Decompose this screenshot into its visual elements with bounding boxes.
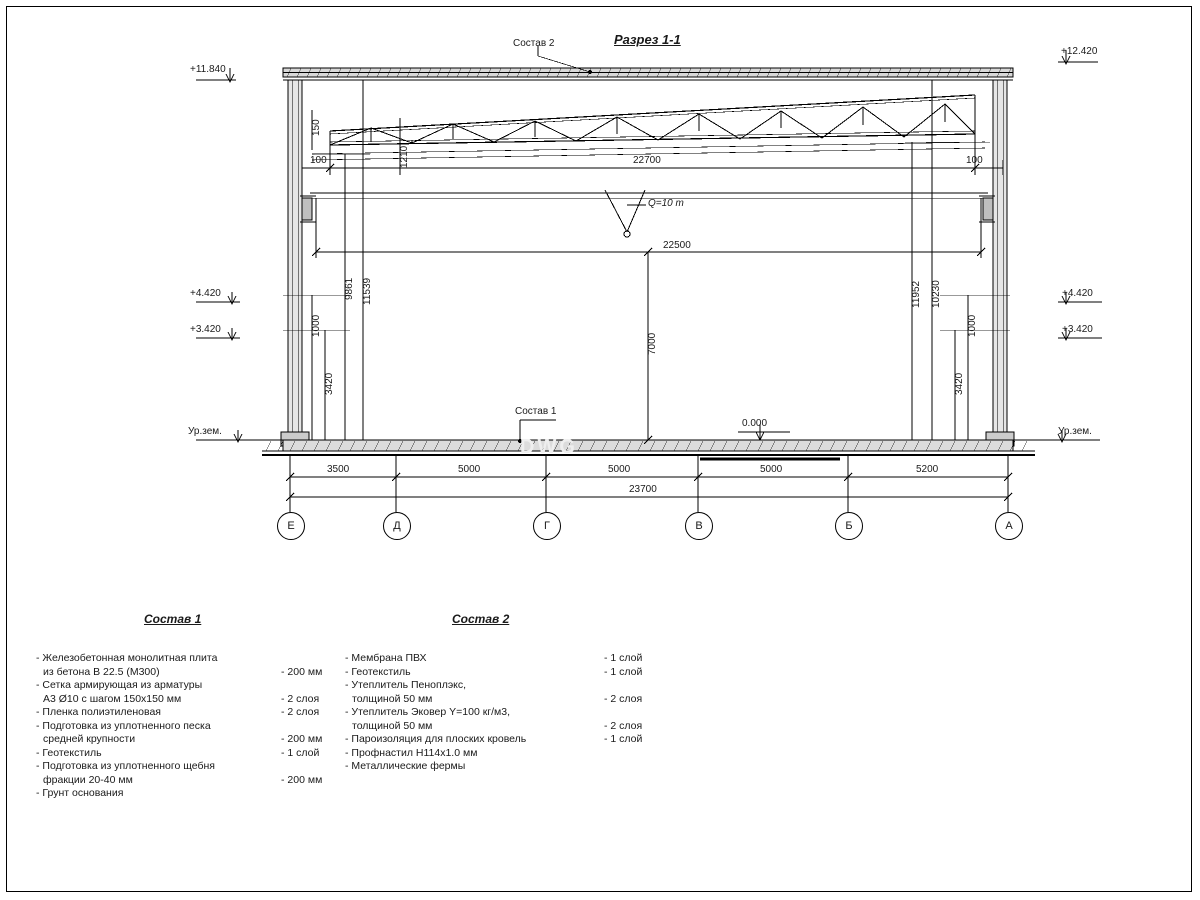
level-mark-right-4420: +4.420 bbox=[1062, 288, 1093, 299]
dim-left-3420: 3420 bbox=[324, 372, 335, 395]
level-mark-left-3420: +3.420 bbox=[190, 324, 221, 335]
level-mark-right-3420: +3.420 bbox=[1062, 324, 1093, 335]
axis-bubble-e[interactable]: Е bbox=[277, 512, 305, 540]
sostav2-item-2-line1: - Утеплитель Пеноплэкс, bbox=[345, 679, 467, 691]
level-mark-top-right: +12.420 bbox=[1061, 46, 1098, 57]
sostav2-item-0: - Мембрана ПВХ bbox=[345, 652, 427, 664]
level-mark-top-left: +11.840 bbox=[190, 64, 226, 75]
sostav1-qty-2: - 2 слоя bbox=[281, 706, 320, 718]
sostav1-item-2: - Пленка полиэтиленовая bbox=[36, 706, 161, 718]
chain-dim-4: 5000 bbox=[760, 464, 783, 475]
axis-bubble-g[interactable]: Г bbox=[533, 512, 561, 540]
axis-bubble-b[interactable]: Б bbox=[835, 512, 863, 540]
sostav2-item-1: - Геотекстиль bbox=[345, 665, 411, 678]
sostav2-item-2-line2: толщиной 50 мм bbox=[352, 692, 433, 705]
chain-dim-3: 5000 bbox=[608, 464, 631, 475]
crane-capacity-label: Q=10 т bbox=[648, 198, 684, 209]
watermark: DWG bbox=[520, 436, 578, 458]
dim-clear-height: 7000 bbox=[647, 332, 658, 355]
page-title: Разрез 1-1 bbox=[614, 32, 681, 47]
dim-right-10230: 10230 bbox=[931, 280, 942, 308]
sostav2-qty-2: - 2 слоя bbox=[604, 692, 643, 705]
axis-bubble-d[interactable]: Д bbox=[383, 512, 411, 540]
axis-bubble-v[interactable]: В bbox=[685, 512, 713, 540]
sostav1-item-3-line1: - Подготовка из уплотненного песка bbox=[36, 719, 211, 732]
sostav1-item-4: - Геотекстиль bbox=[36, 746, 102, 759]
sostav1-item-5-line1: - Подготовка из уплотненного щебня bbox=[36, 760, 215, 772]
sostav1-qty-0: - 200 мм bbox=[281, 665, 323, 678]
sostav2-qty-4: - 1 слой bbox=[604, 733, 643, 745]
sostav1-items bbox=[36, 652, 217, 801]
level-mark-left-4420: +4.420 bbox=[190, 288, 221, 299]
sostav1-qty-4: - 1 слой bbox=[281, 746, 320, 759]
ground-level-left: Ур.зем. bbox=[188, 426, 222, 437]
sostav2-item-5: - Профнастил Н114х1.0 мм bbox=[345, 746, 478, 759]
sostav2-title: Состав 2 bbox=[452, 612, 510, 626]
callout-sostav-2: Состав 2 bbox=[513, 38, 555, 49]
sostav2-qty-0: - 1 слой bbox=[604, 652, 643, 664]
sostav1-item-6: - Грунт основания bbox=[36, 787, 124, 799]
dim-total: 23700 bbox=[629, 484, 657, 495]
dim-right-100: 100 bbox=[966, 155, 983, 166]
sostav1-qty-3: - 200 мм bbox=[281, 733, 323, 745]
sostav1-item-1-line1: - Сетка армирующая из арматуры bbox=[36, 679, 203, 691]
dim-left-11539: 11539 bbox=[362, 277, 373, 305]
dim-right-11952: 11952 bbox=[911, 280, 922, 308]
sostav1-qty-5: - 200 мм bbox=[281, 773, 323, 786]
sostav2-qty-3: - 2 слоя bbox=[604, 719, 643, 732]
sostav2-item-3-line2: толщиной 50 мм bbox=[352, 719, 433, 732]
sostav1-qty-1: - 2 слоя bbox=[281, 692, 320, 705]
chain-dim-2: 5000 bbox=[458, 464, 481, 475]
sostav1-item-5-line2: фракции 20-40 мм bbox=[43, 773, 133, 786]
sostav1-quantities bbox=[281, 652, 322, 787]
callout-sostav-1: Состав 1 bbox=[515, 406, 557, 417]
axis-bubble-a[interactable]: А bbox=[995, 512, 1023, 540]
dim-right-1000: 1000 bbox=[967, 314, 978, 337]
chain-dim-5: 5200 bbox=[916, 464, 939, 475]
sostav2-qty-1: - 1 слой bbox=[604, 665, 643, 678]
sostav1-item-0-line2: из бетона В 22.5 (М300) bbox=[43, 665, 160, 678]
sostav1-item-3-line2: средней крупности bbox=[43, 733, 136, 745]
dim-roof-span: 22700 bbox=[633, 155, 661, 166]
sostav2-items bbox=[345, 652, 526, 774]
ground-level-right: Ур.зем. bbox=[1058, 426, 1092, 437]
sostav2-item-4: - Пароизоляция для плоских кровель bbox=[345, 733, 527, 745]
zero-level-mark: 0.000 bbox=[742, 418, 768, 429]
chain-dim-1: 3500 bbox=[327, 464, 350, 475]
dim-left-100: 100 bbox=[310, 155, 327, 166]
dim-left-1000: 1000 bbox=[311, 314, 322, 337]
sostav1-title: Состав 1 bbox=[144, 612, 202, 626]
sostav1-item-0-line1: - Железобетонная монолитная плита bbox=[36, 652, 218, 664]
sostav2-item-3-line1: - Утеплитель Эковер Y=100 кг/м3, bbox=[345, 706, 511, 718]
sostav2-item-6: - Металлические фермы bbox=[345, 760, 466, 772]
dim-left-9861: 9861 bbox=[344, 277, 355, 300]
dim-truss-1210: 1210 bbox=[399, 145, 410, 168]
dim-truss-150: 150 bbox=[311, 119, 322, 136]
sostav2-quantities bbox=[604, 652, 642, 747]
sostav1-item-1-line2: А3 Ø10 с шагом 150х150 мм bbox=[43, 692, 182, 705]
dim-hall-span: 22500 bbox=[663, 240, 691, 251]
dim-right-3420: 3420 bbox=[954, 372, 965, 395]
